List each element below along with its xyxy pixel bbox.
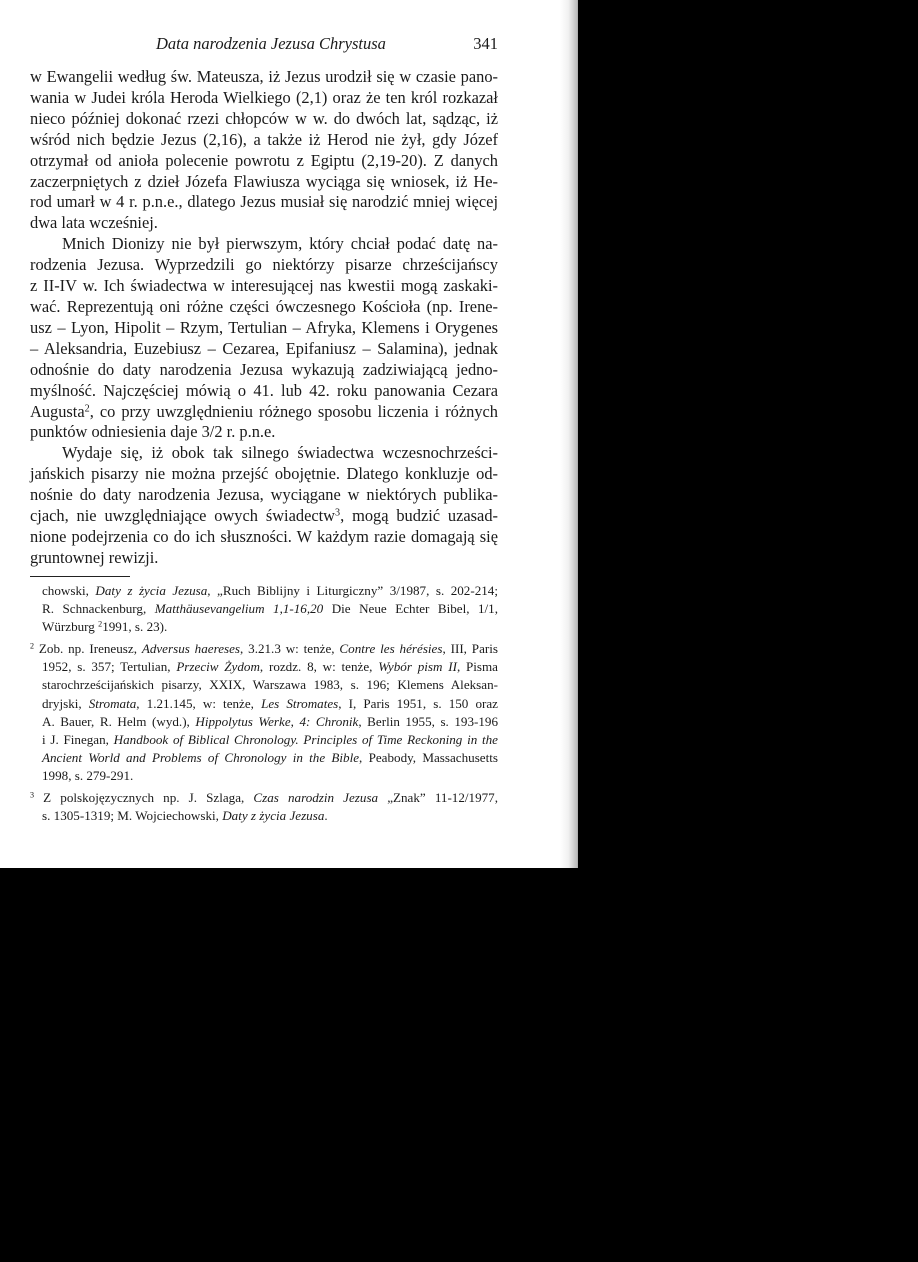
text-line: nieco później dokonać rzezi chłopców w w. do dwóch lat, sądząc, iż — [30, 108, 498, 128]
text-line: wać. Reprezentują oni różne części ówczesnego Kościoła (np. Irene- — [30, 296, 498, 316]
footnote-3-line: $^3$ Z polskojęzycznych np. J. Szlaga, Czas narodzin Jezusa „Znak” 11-12/1977, — [30, 790, 498, 806]
scan-background-bottom — [0, 868, 918, 1262]
footnote-mark-2: 2 — [30, 641, 35, 651]
text-line: zaczerpniętych z dzieł Józefa Flawiusza wyciąga się wniosek, iż He- — [30, 171, 498, 191]
augusta-rest: , co przy uwzględnieniu różnego sposobu liczenia i różnych — [89, 401, 498, 421]
footnote-rule — [30, 576, 130, 577]
text-line: usz – Lyon, Hipolit – Rzym, Tertulian – Afryka, Klemens i Orygenes — [30, 317, 498, 337]
footnote-ref-2: 2 — [84, 402, 90, 414]
footnote-line: dryjski, Stromata, 1.21.145, w: tenże, Les Stromates, I, Paris 1951, s. 150 oraz — [42, 695, 498, 711]
footnotes — [30, 582, 498, 825]
text-line: myślność. Najczęściej mówią o 41. lub 42. roku panowania Cezara — [30, 380, 498, 400]
footnote-line: 1998, s. 279-291. — [42, 767, 134, 783]
text-line: w Ewangelii według św. Mateusza, iż Jezus urodził się w czasie pano- — [30, 67, 498, 86]
text-line: rodzenia Jezusa. Wyprzedzili go niektórzy pisarze chrześcijańscy — [30, 255, 498, 275]
text-line: dwa lata wcześniej. — [30, 213, 158, 233]
text-line: z II-IV w. Ich świadectwa w interesującej nas kwestii mogą zaskaki- — [30, 276, 498, 296]
footnote-line: Würzburg $^2$1991, s. 23). — [42, 619, 168, 635]
text-line: Wydaje się, iż obok tak silnego świadectwa wczesnochrześci- — [62, 443, 498, 463]
text-line: gruntownej rewizji. — [30, 547, 159, 567]
augusta-word: Augusta — [30, 401, 85, 421]
running-header — [30, 34, 498, 56]
text-line: – Aleksandria, Euzebiusz – Cezarea, Epifaniusz – Salamina), jednak — [30, 338, 498, 358]
fn3-before: cjach, nie uwzględniające owych świadectw — [30, 506, 336, 526]
footnote-ref-3: 3 — [335, 507, 341, 519]
footnote-mark-3: 3 — [30, 790, 35, 800]
footnote-line: starochrześcijańskich pisarzy, XXIX, Warszawa 1983, s. 196; Klemens Aleksan- — [42, 677, 498, 693]
text-line: Mnich Dionizy nie był pierwszym, który chciał podać datę na- — [62, 234, 498, 254]
book-page — [0, 0, 578, 868]
text-line: wśród nich będzie Jezus (2,16), a także iż Herod nie żył, gdy Józef — [30, 129, 498, 149]
text-line: otrzymał od anioła polecenie powrotu z Egiptu (2,19-20). Z danych — [30, 150, 498, 170]
page-number: 341 — [473, 34, 498, 53]
running-title: Data narodzenia Jezusa Chrystusa — [156, 34, 386, 53]
text-line: odnośnie do daty narodzenia Jezusa wykazują zadziwiającą jedno- — [30, 359, 498, 379]
text-line: wania w Judei króla Heroda Wielkiego (2,1) oraz że ten król rozkazał — [30, 87, 498, 107]
text-line: jańskich pisarzy nie można przejść obojętnie. Dlatego konkluzje od- — [30, 464, 498, 484]
text-line: rod umarł w 4 r. p.n.e., dlatego Jezus musiał się narodzić mniej więcej — [30, 192, 498, 212]
text-line: nośnie do daty narodzenia Jezusa, wyciągane w niektórych publika- — [30, 485, 498, 505]
text-line: nione podejrzenia co do ich słuszności. W każdym razie domagają się — [30, 526, 498, 546]
footnote-line: A. Bauer, R. Helm (wyd.), Hippolytus Werke, 4: Chronik, Berlin 1955, s. 193-196 — [42, 713, 498, 729]
footnote-line: 1952, s. 357; Tertulian, Przeciw Żydom, rozdz. 8, w: tenże, Wybór pism II, Pisma — [42, 659, 498, 675]
main-text — [30, 67, 498, 569]
footnote-line: s. 1305-1319; M. Wojciechowski, Daty z życia Jezusa. — [42, 808, 328, 824]
footnote-line: Ancient World and Problems of Chronology in the Bible, Peabody, Massachusetts — [42, 749, 498, 765]
footnote-2-line: $^2$ Zob. np. Ireneusz, Adversus haereses, 3.21.3 w: tenże, Contre les hérésies, III, Paris — [30, 641, 498, 657]
fn3-after: , mogą budzić uzasad- — [340, 506, 498, 526]
footnote-line: R. Schnackenburg, Matthäusevangelium 1,1-16,20 Die Neue Echter Bibel, 1/1, — [42, 601, 498, 617]
text-line — [30, 402, 498, 423]
footnote-line: i J. Finegan, Handbook of Biblical Chronology. Principles of Time Reckoning in the — [42, 731, 498, 747]
footnote-line: chowski, Daty z życia Jezusa, „Ruch Biblijny i Liturgiczny” 3/1987, s. 202-214; — [42, 583, 498, 598]
text-line: punktów odniesienia daje 3/2 r. p.n.e. — [30, 422, 276, 442]
text-line — [30, 506, 498, 527]
